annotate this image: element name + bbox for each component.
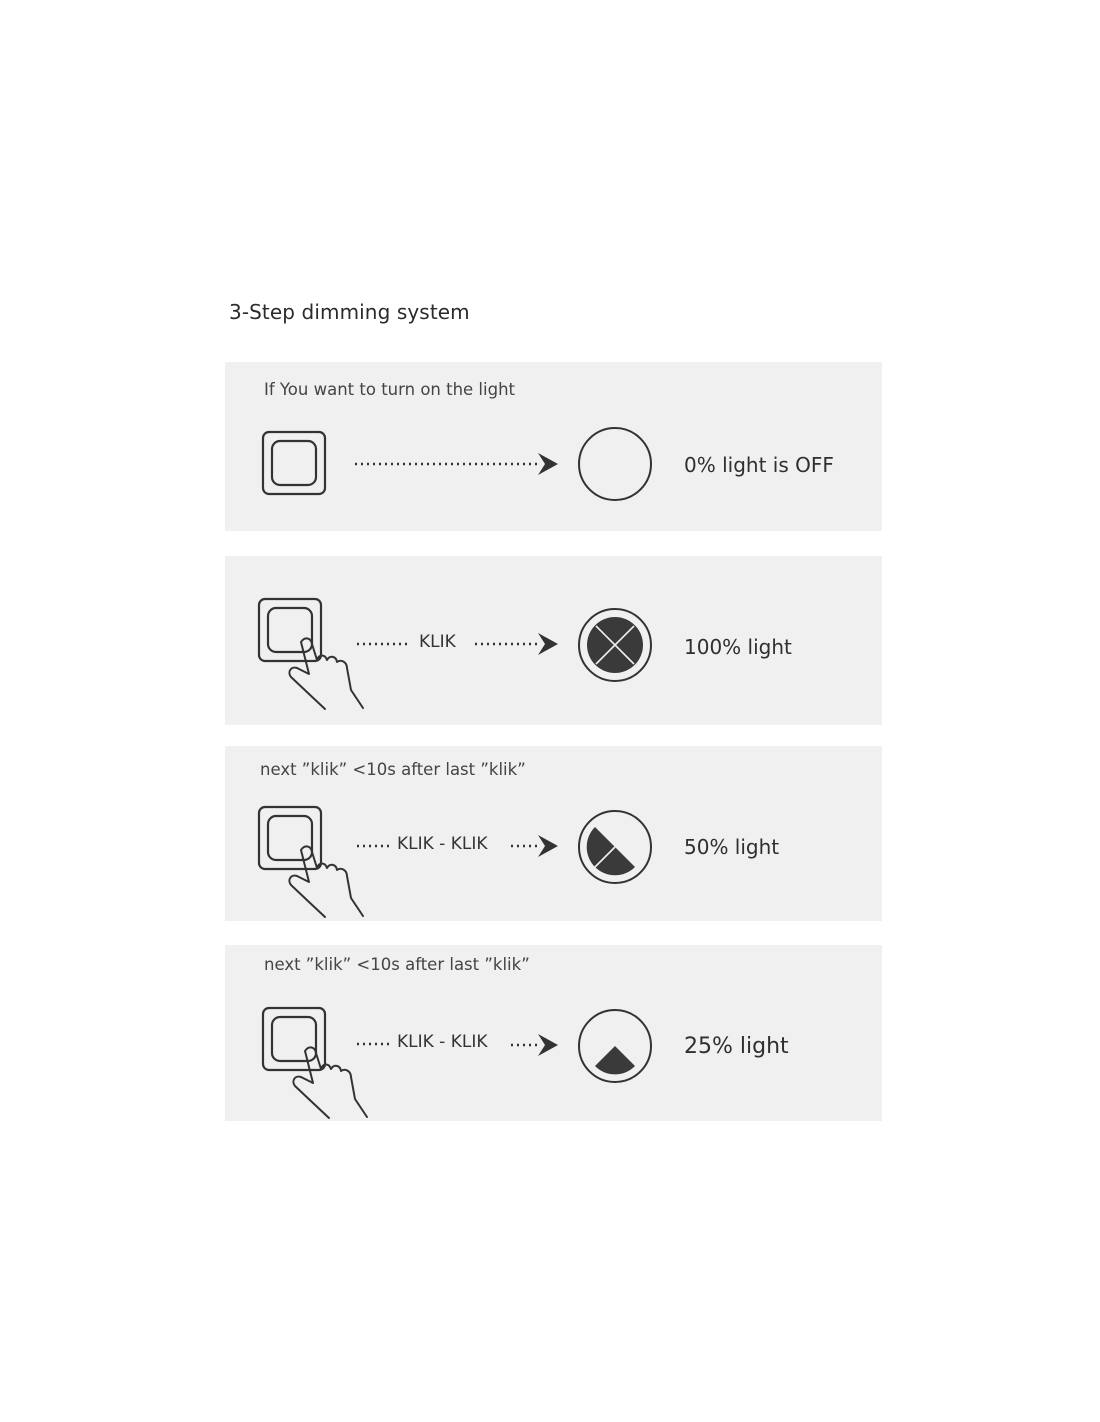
result-label: 0% light is OFF (684, 453, 834, 477)
action-label: KLIK - KLIK (397, 834, 488, 854)
dotted-line-icon (355, 639, 415, 649)
result-label: 100% light (684, 635, 792, 659)
dotted-arrow-icon (509, 832, 569, 862)
action-label: KLIK (419, 632, 456, 652)
switch-icon (261, 430, 331, 500)
step-caption: If You want to turn on the light (264, 380, 516, 399)
step-caption: next ”klik” <10s after last ”klik” (260, 760, 526, 779)
step-panel-50 (225, 746, 882, 921)
switch-press-icon (257, 596, 372, 716)
result-label: 50% light (684, 835, 780, 859)
result-label: 25% light (684, 1034, 789, 1059)
switch-press-icon (261, 1005, 376, 1125)
dotted-arrow-icon (473, 630, 563, 660)
step-panel-25 (225, 945, 882, 1121)
dotted-line-icon (355, 841, 395, 851)
lamp-full-icon (575, 606, 655, 686)
dotted-line-icon (355, 1039, 395, 1049)
switch-press-icon (257, 804, 372, 924)
action-label: KLIK - KLIK (397, 1032, 488, 1052)
lamp-quarter-icon (575, 1007, 655, 1087)
dotted-arrow-icon (353, 450, 563, 480)
step-panel-100 (225, 556, 882, 725)
dotted-arrow-icon (509, 1031, 569, 1061)
step-panel-off (225, 362, 882, 531)
lamp-off-icon (575, 425, 655, 505)
lamp-half-icon (575, 808, 655, 888)
diagram-title: 3-Step dimming system (229, 300, 470, 324)
step-caption: next ”klik” <10s after last ”klik” (264, 955, 530, 974)
